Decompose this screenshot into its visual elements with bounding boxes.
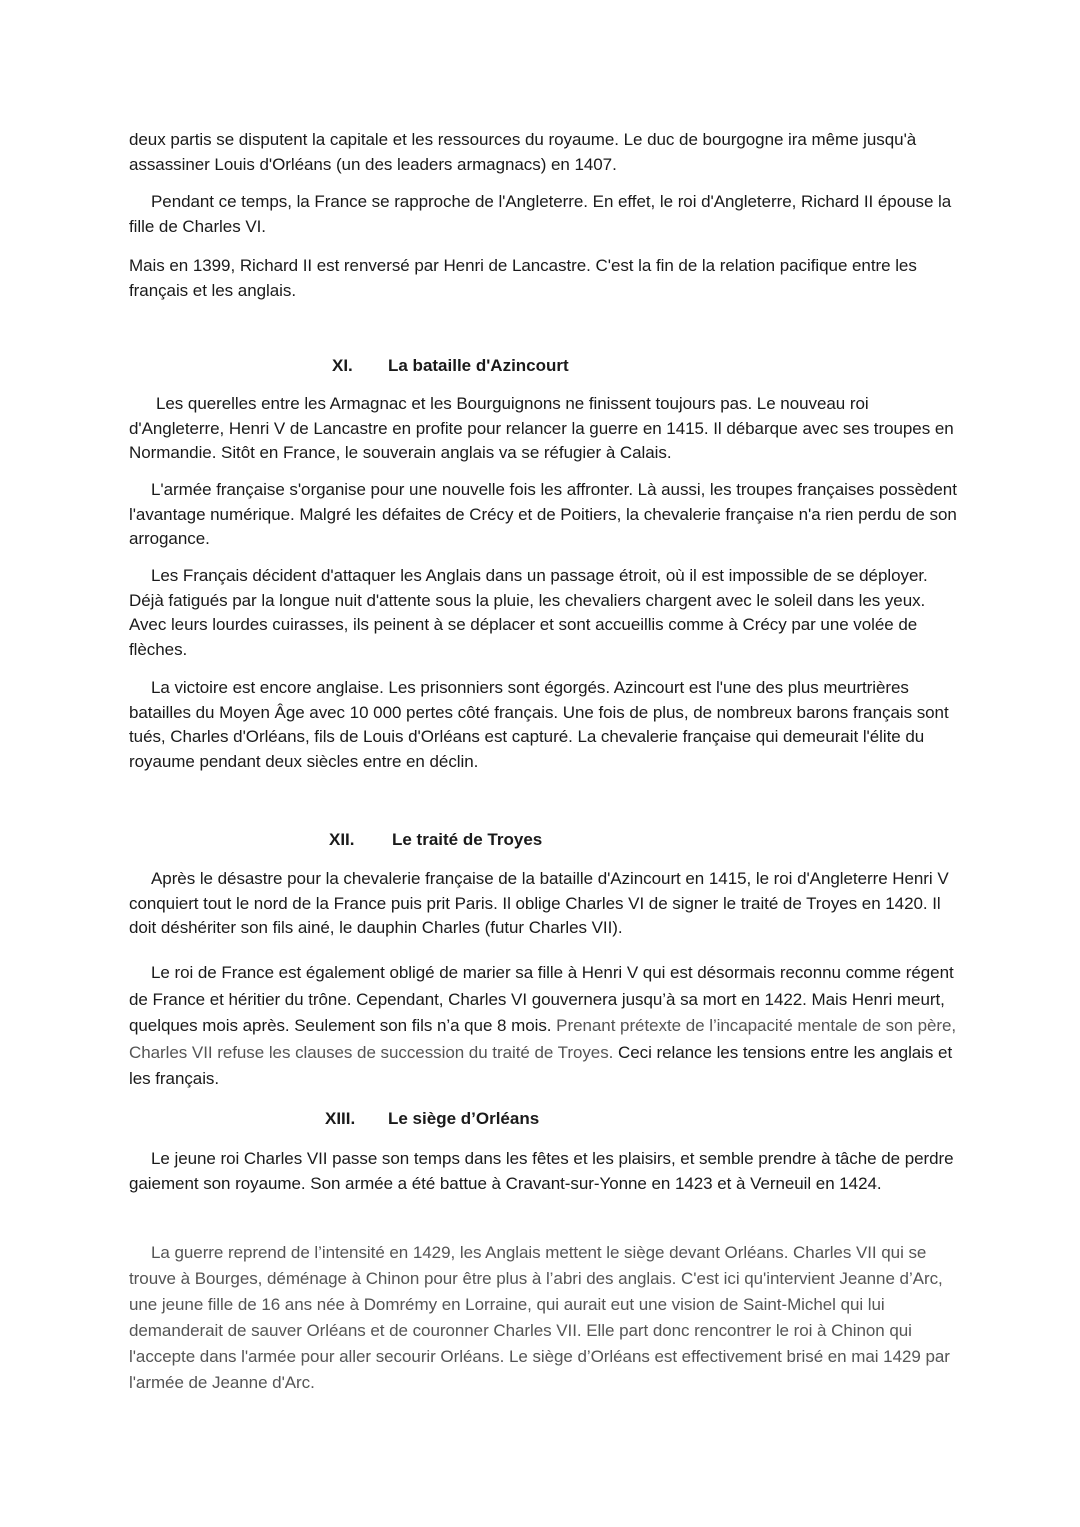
paragraph: Pendant ce temps, la France se rapproche de l'Angleterre. En effet, le roi d'Angleterre, Richard II épouse la fille de Charles VI. [129,192,952,236]
section-heading-orleans: XIII. Le siège d’Orléans [325,1109,540,1128]
paragraph: Après le désastre pour la chevalerie française de la bataille d'Azincourt en 1415, le roi d'Angleterre Henri V conquiert tout le nord de la France puis prit Paris. Il oblige Charles VI de signer le traité de Troyes en 1420. Il doit déshériter son fils ainé, le dauphin Charles (futur Charles VII). [129,869,949,937]
paragraph: Le roi de France est également obligé de marier sa fille à Henri V qui est désormais reconnu comme régent de France et héritier du trône. Cependant, Charles VI gouvernera jusqu’à sa mort en 1422. Mais Henri meurt, quelques mois après. Seulement son fils n’a que 8 mois. Prenant prétexte de l’incapacité mentale de son père, Charles VII refuse les clauses de succession du traité de Troyes. Ceci relance les tensions entre les anglais et les français. [129,963,957,1088]
paragraph: L'armée française s'organise pour une nouvelle fois les affronter. Là aussi, les troupes françaises possèdent l'avantage numérique. Malgré les défaites de Crécy et de Poitiers, la chevalerie française n'a rien perdu de son arrogance. [129,480,957,548]
paragraph: Les querelles entre les Armagnac et les Bourguignons ne finissent toujours pas. Le nouveau roi d'Angleterre, Henri V de Lancastre en profite pour relancer la guerre en 1415. Il débarque avec ses troupes en Normandie. Sitôt en France, le souverain anglais va se réfugier à Calais. [129,394,954,462]
section-heading-troyes: XII. Le traité de Troyes [329,830,543,849]
paragraph: Le jeune roi Charles VII passe son temps dans les fêtes et les plaisirs, et semble prendre à tâche de perdre gaiement son royaume. Son armée a été battue à Cravant-sur-Yonne en 1423 et à Verneuil en 1424. [129,1149,954,1193]
paragraph: La guerre reprend de l’intensité en 1429, les Anglais mettent le siège devant Orléans. Charles VII qui se trouve à Bourges, déménage à Chinon pour être plus à l’abri des anglais. C'est ici qu'intervient Jeanne d’Arc, une jeune fille de 16 ans née à Domrémy en Lorraine, qui aurait eut une vision de Saint-Michel qui lui demanderait de sauver Orléans et de couronner Charles VII. Elle part donc rencontrer le roi à Chinon qui l'accepte dans l'armée pour aller secourir Orléans. Le siège d’Orléans est effectivement brisé en mai 1429 par l'armée de Jeanne d'Arc. [129,1243,950,1392]
section-heading-azincourt: XI. La bataille d'Azincourt [332,356,569,375]
paragraph: deux partis se disputent la capitale et les ressources du royaume. Le duc de bourgogne ira même jusqu'à assassiner Louis d'Orléans (un des leaders armagnacs) en 1407. [129,130,917,174]
paragraph: La victoire est encore anglaise. Les prisonniers sont égorgés. Azincourt est l'une des plus meurtrières batailles du Moyen Âge avec 10 000 pertes côté français. Une fois de plus, de nombreux barons français sont tués, Charles d'Orléans, fils de Louis d'Orléans est capturé. La chevalerie française qui demeurait l'élite du royaume pendant deux siècles entre en déclin. [129,678,949,771]
paragraph: Mais en 1399, Richard II est renversé par Henri de Lancastre. C'est la fin de la relation pacifique entre les français et les anglais. [129,256,917,300]
paragraph: Les Français décident d'attaquer les Anglais dans un passage étroit, où il est impossible de se déployer. Déjà fatigués par la longue nuit d'attente sous la pluie, les chevaliers chargent avec le soleil dans les yeux. Avec leurs lourdes cuirasses, ils peinent à se déplacer et sont accueillis comme à Crécy par une volée de flèches. [129,566,928,659]
